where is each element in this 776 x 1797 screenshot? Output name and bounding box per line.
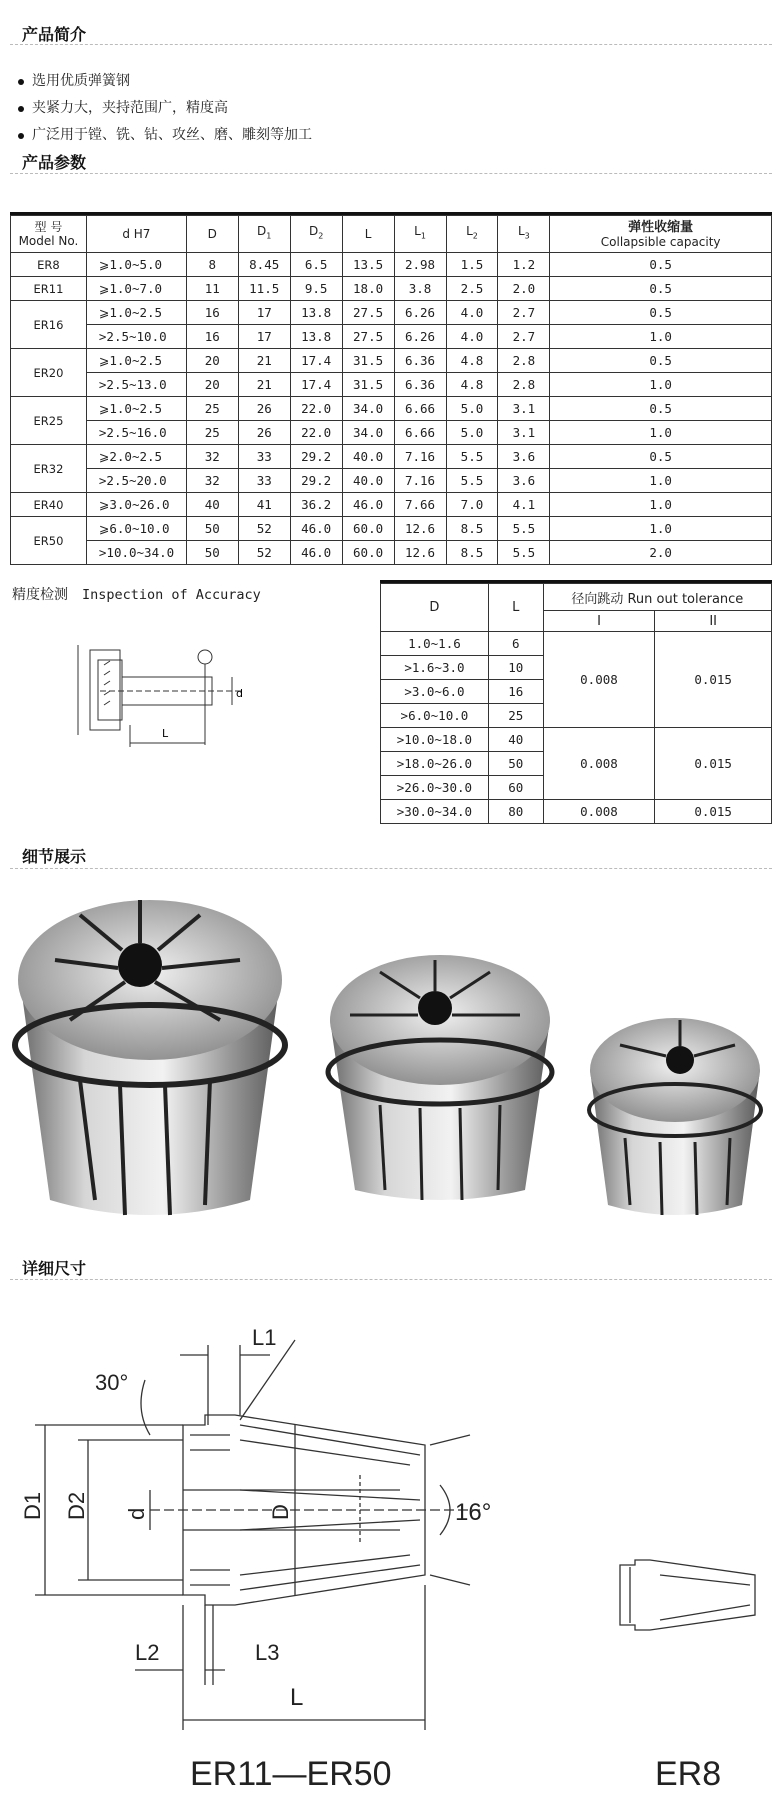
list-item: 夹紧力大，夹持范围广，精度高	[14, 95, 312, 122]
caption-er8: ER8	[655, 1755, 722, 1793]
cell-l2: 5.5	[446, 445, 498, 469]
header-dh7: d H7	[86, 216, 186, 253]
label-angle16: 16°	[455, 1499, 492, 1526]
header-D2: $D_2$	[290, 216, 342, 253]
label-D2: D2	[64, 1491, 89, 1520]
cell-d1: 52	[238, 517, 290, 541]
cell-d: ⩾2.0~2.5	[86, 445, 186, 469]
cell-l: 31.5	[342, 373, 394, 397]
cell-tolerance-ii: 0.015	[655, 800, 772, 824]
cell-l: 27.5	[342, 301, 394, 325]
cell-d: >10.0~34.0	[86, 541, 186, 565]
cell-l1: 6.66	[394, 397, 446, 421]
cell-l: 50	[488, 752, 543, 776]
cell-l: 34.0	[342, 397, 394, 421]
cell-l3: 3.1	[498, 421, 550, 445]
cell-l1: 3.8	[394, 277, 446, 301]
header-D1: $D_1$	[238, 216, 290, 253]
cell-l2: 1.5	[446, 253, 498, 277]
cell-l1: 6.36	[394, 349, 446, 373]
cell-d: 25	[186, 397, 238, 421]
cell-cap: 0.5	[550, 253, 772, 277]
cell-d: 50	[186, 517, 238, 541]
cell-d: >6.0~10.0	[381, 704, 489, 728]
cell-l1: 2.98	[394, 253, 446, 277]
cell-l: 40	[488, 728, 543, 752]
cell-d: 11	[186, 277, 238, 301]
cell-l: 60	[488, 776, 543, 800]
cell-d1: 26	[238, 421, 290, 445]
label-angle30: 30°	[95, 1370, 129, 1395]
table-row	[11, 301, 772, 325]
cell-d2: 29.2	[290, 445, 342, 469]
table-row	[11, 325, 772, 349]
cell-d1: 26	[238, 397, 290, 421]
list-item: 选用优质弹簧钢	[14, 68, 312, 95]
cell-model: ER16	[11, 301, 87, 349]
cell-l3: 3.1	[498, 397, 550, 421]
diagram-label-L: L	[162, 727, 169, 740]
section-title-intro: 产品简介	[22, 25, 87, 44]
cell-l: 25	[488, 704, 543, 728]
cell-d1: 17	[238, 301, 290, 325]
cell-d: >2.5~20.0	[86, 469, 186, 493]
cell-d2: 29.2	[290, 469, 342, 493]
table-row	[11, 349, 772, 373]
collet-large	[15, 900, 285, 1215]
inspection-diagram	[60, 625, 260, 760]
cell-l: 80	[488, 800, 543, 824]
collet-photos	[0, 880, 776, 1240]
cell-d: >2.5~13.0	[86, 373, 186, 397]
cell-model: ER50	[11, 517, 87, 565]
cell-l1: 6.66	[394, 421, 446, 445]
section-title-params: 产品参数	[22, 153, 87, 172]
cell-l2: 8.5	[446, 541, 498, 565]
cell-l2: 5.5	[446, 469, 498, 493]
cell-cap: 1.0	[550, 373, 772, 397]
cell-d: >10.0~18.0	[381, 728, 489, 752]
cell-d: >2.5~16.0	[86, 421, 186, 445]
cell-d1: 52	[238, 541, 290, 565]
header-runout: 径向跳动 Run out tolerance	[543, 584, 771, 611]
cell-d: 20	[186, 373, 238, 397]
cell-d1: 8.45	[238, 253, 290, 277]
cell-d2: 46.0	[290, 541, 342, 565]
cell-l1: 7.16	[394, 469, 446, 493]
cell-l2: 4.8	[446, 373, 498, 397]
cell-l: 13.5	[342, 253, 394, 277]
table-row	[11, 493, 772, 517]
cell-l3: 2.8	[498, 373, 550, 397]
cell-l3: 2.7	[498, 325, 550, 349]
cell-model: ER8	[11, 253, 87, 277]
table-row	[381, 728, 772, 752]
cell-l1: 7.16	[394, 445, 446, 469]
cell-l: 46.0	[342, 493, 394, 517]
cell-l3: 5.5	[498, 541, 550, 565]
cell-d1: 21	[238, 373, 290, 397]
table-row	[11, 541, 772, 565]
cell-l: 10	[488, 656, 543, 680]
cell-cap: 1.0	[550, 517, 772, 541]
list-item: 广泛用于镗、铣、钻、攻丝、磨、雕刻等加工	[14, 122, 312, 149]
table-row	[11, 397, 772, 421]
cell-cap: 0.5	[550, 445, 772, 469]
section-title-dims: 详细尺寸	[22, 1259, 87, 1278]
cell-l2: 5.0	[446, 397, 498, 421]
cell-l2: 5.0	[446, 421, 498, 445]
cell-cap: 1.0	[550, 493, 772, 517]
cell-d2: 17.4	[290, 373, 342, 397]
cell-l2: 2.5	[446, 277, 498, 301]
table-row	[11, 253, 772, 277]
cell-l: 60.0	[342, 517, 394, 541]
cell-cap: 1.0	[550, 421, 772, 445]
header-model: 型 号 Model No.	[11, 216, 87, 253]
cell-d: 8	[186, 253, 238, 277]
divider	[10, 173, 772, 174]
section-title-detail: 细节展示	[22, 847, 87, 866]
cell-model: ER40	[11, 493, 87, 517]
cell-model: ER32	[11, 445, 87, 493]
table-row	[11, 469, 772, 493]
cell-d: 1.0~1.6	[381, 632, 489, 656]
cell-l: 40.0	[342, 445, 394, 469]
cell-d2: 13.8	[290, 301, 342, 325]
cell-d: 16	[186, 325, 238, 349]
cell-d2: 36.2	[290, 493, 342, 517]
cell-d1: 33	[238, 469, 290, 493]
header-L: L	[488, 584, 543, 632]
cell-l: 6	[488, 632, 543, 656]
cell-d2: 22.0	[290, 397, 342, 421]
cell-d: >18.0~26.0	[381, 752, 489, 776]
cell-d1: 21	[238, 349, 290, 373]
label-L1: L1	[252, 1325, 277, 1350]
cell-d2: 46.0	[290, 517, 342, 541]
cell-l1: 6.26	[394, 301, 446, 325]
cell-l1: 12.6	[394, 517, 446, 541]
cell-l1: 6.26	[394, 325, 446, 349]
table-header-row	[11, 216, 772, 253]
header-D: D	[186, 216, 238, 253]
diagram-label-d: d	[236, 687, 243, 700]
cell-d1: 11.5	[238, 277, 290, 301]
cell-d: 40	[186, 493, 238, 517]
cell-cap: 0.5	[550, 301, 772, 325]
cell-l3: 5.5	[498, 517, 550, 541]
cell-l3: 3.6	[498, 445, 550, 469]
cell-d1: 33	[238, 445, 290, 469]
cell-l1: 7.66	[394, 493, 446, 517]
table-row	[11, 373, 772, 397]
label-L2: L2	[135, 1640, 160, 1665]
inspection-title: 精度检测 Inspection of Accuracy	[12, 587, 261, 603]
cell-l2: 4.8	[446, 349, 498, 373]
cell-model: ER11	[11, 277, 87, 301]
cell-d: ⩾1.0~7.0	[86, 277, 186, 301]
cell-l: 18.0	[342, 277, 394, 301]
cell-d: ⩾1.0~5.0	[86, 253, 186, 277]
cell-cap: 0.5	[550, 349, 772, 373]
cell-tolerance-i: 0.008	[543, 800, 655, 824]
cell-d: ⩾1.0~2.5	[86, 301, 186, 325]
table-row	[381, 800, 772, 824]
cell-l2: 4.0	[446, 301, 498, 325]
header-D: D	[381, 584, 489, 632]
collet-medium	[328, 955, 552, 1200]
cell-cap: 2.0	[550, 541, 772, 565]
cell-cap: 0.5	[550, 397, 772, 421]
cell-l: 34.0	[342, 421, 394, 445]
table-row	[11, 277, 772, 301]
cell-l: 40.0	[342, 469, 394, 493]
cell-tolerance-i: 0.008	[543, 728, 655, 800]
divider	[10, 868, 772, 869]
label-D: D	[268, 1504, 293, 1520]
cell-d: 50	[186, 541, 238, 565]
cell-cap: 1.0	[550, 469, 772, 493]
cell-cap: 1.0	[550, 325, 772, 349]
cell-l1: 6.36	[394, 373, 446, 397]
spec-table	[10, 215, 772, 565]
cell-l3: 3.6	[498, 469, 550, 493]
header-I: I	[543, 611, 655, 632]
runout-table	[380, 583, 772, 824]
header-capacity: 弹性收缩量 Collapsible capacity	[550, 216, 772, 253]
cell-d: 32	[186, 469, 238, 493]
cell-l: 60.0	[342, 541, 394, 565]
label-d: d	[124, 1507, 149, 1520]
cell-d: ⩾3.0~26.0	[86, 493, 186, 517]
cell-l2: 4.0	[446, 325, 498, 349]
cell-tolerance-ii: 0.015	[655, 632, 772, 728]
cell-d1: 41	[238, 493, 290, 517]
cell-d2: 13.8	[290, 325, 342, 349]
cell-l2: 8.5	[446, 517, 498, 541]
cell-d: >30.0~34.0	[381, 800, 489, 824]
label-D1: D1	[20, 1491, 45, 1520]
cell-d2: 22.0	[290, 421, 342, 445]
header-II: II	[655, 611, 772, 632]
cell-l1: 12.6	[394, 541, 446, 565]
cell-d: ⩾1.0~2.5	[86, 397, 186, 421]
header-L3: $L_3$	[498, 216, 550, 253]
header-L1: $L_1$	[394, 216, 446, 253]
cell-l3: 2.7	[498, 301, 550, 325]
cell-d: ⩾1.0~2.5	[86, 349, 186, 373]
cell-l3: 1.2	[498, 253, 550, 277]
cell-d: >2.5~10.0	[86, 325, 186, 349]
cell-d: >26.0~30.0	[381, 776, 489, 800]
cell-l: 31.5	[342, 349, 394, 373]
cell-d: >1.6~3.0	[381, 656, 489, 680]
cell-d: ⩾6.0~10.0	[86, 517, 186, 541]
cell-l: 27.5	[342, 325, 394, 349]
table-row	[11, 421, 772, 445]
cell-model: ER20	[11, 349, 87, 397]
cell-d: 16	[186, 301, 238, 325]
cell-d: 25	[186, 421, 238, 445]
cell-l2: 7.0	[446, 493, 498, 517]
label-L3: L3	[255, 1640, 280, 1665]
cell-l: 16	[488, 680, 543, 704]
table-row	[11, 517, 772, 541]
cell-l3: 2.8	[498, 349, 550, 373]
header-L2: $L_2$	[446, 216, 498, 253]
divider	[10, 44, 772, 45]
divider	[10, 1279, 772, 1280]
label-L: L	[290, 1684, 304, 1711]
cell-tolerance-i: 0.008	[543, 632, 655, 728]
cell-d: >3.0~6.0	[381, 680, 489, 704]
cell-model: ER25	[11, 397, 87, 445]
feature-list	[14, 68, 312, 149]
dimension-drawing	[0, 1285, 776, 1797]
cell-d2: 6.5	[290, 253, 342, 277]
header-L: L	[342, 216, 394, 253]
cell-l3: 2.0	[498, 277, 550, 301]
collet-small	[589, 1018, 761, 1215]
cell-tolerance-ii: 0.015	[655, 728, 772, 800]
cell-d: 20	[186, 349, 238, 373]
table-row	[381, 632, 772, 656]
caption-er11-er50: ER11—ER50	[190, 1755, 392, 1793]
cell-d: 32	[186, 445, 238, 469]
cell-l3: 4.1	[498, 493, 550, 517]
cell-d2: 17.4	[290, 349, 342, 373]
cell-cap: 0.5	[550, 277, 772, 301]
table-row	[11, 445, 772, 469]
cell-d2: 9.5	[290, 277, 342, 301]
cell-d1: 17	[238, 325, 290, 349]
